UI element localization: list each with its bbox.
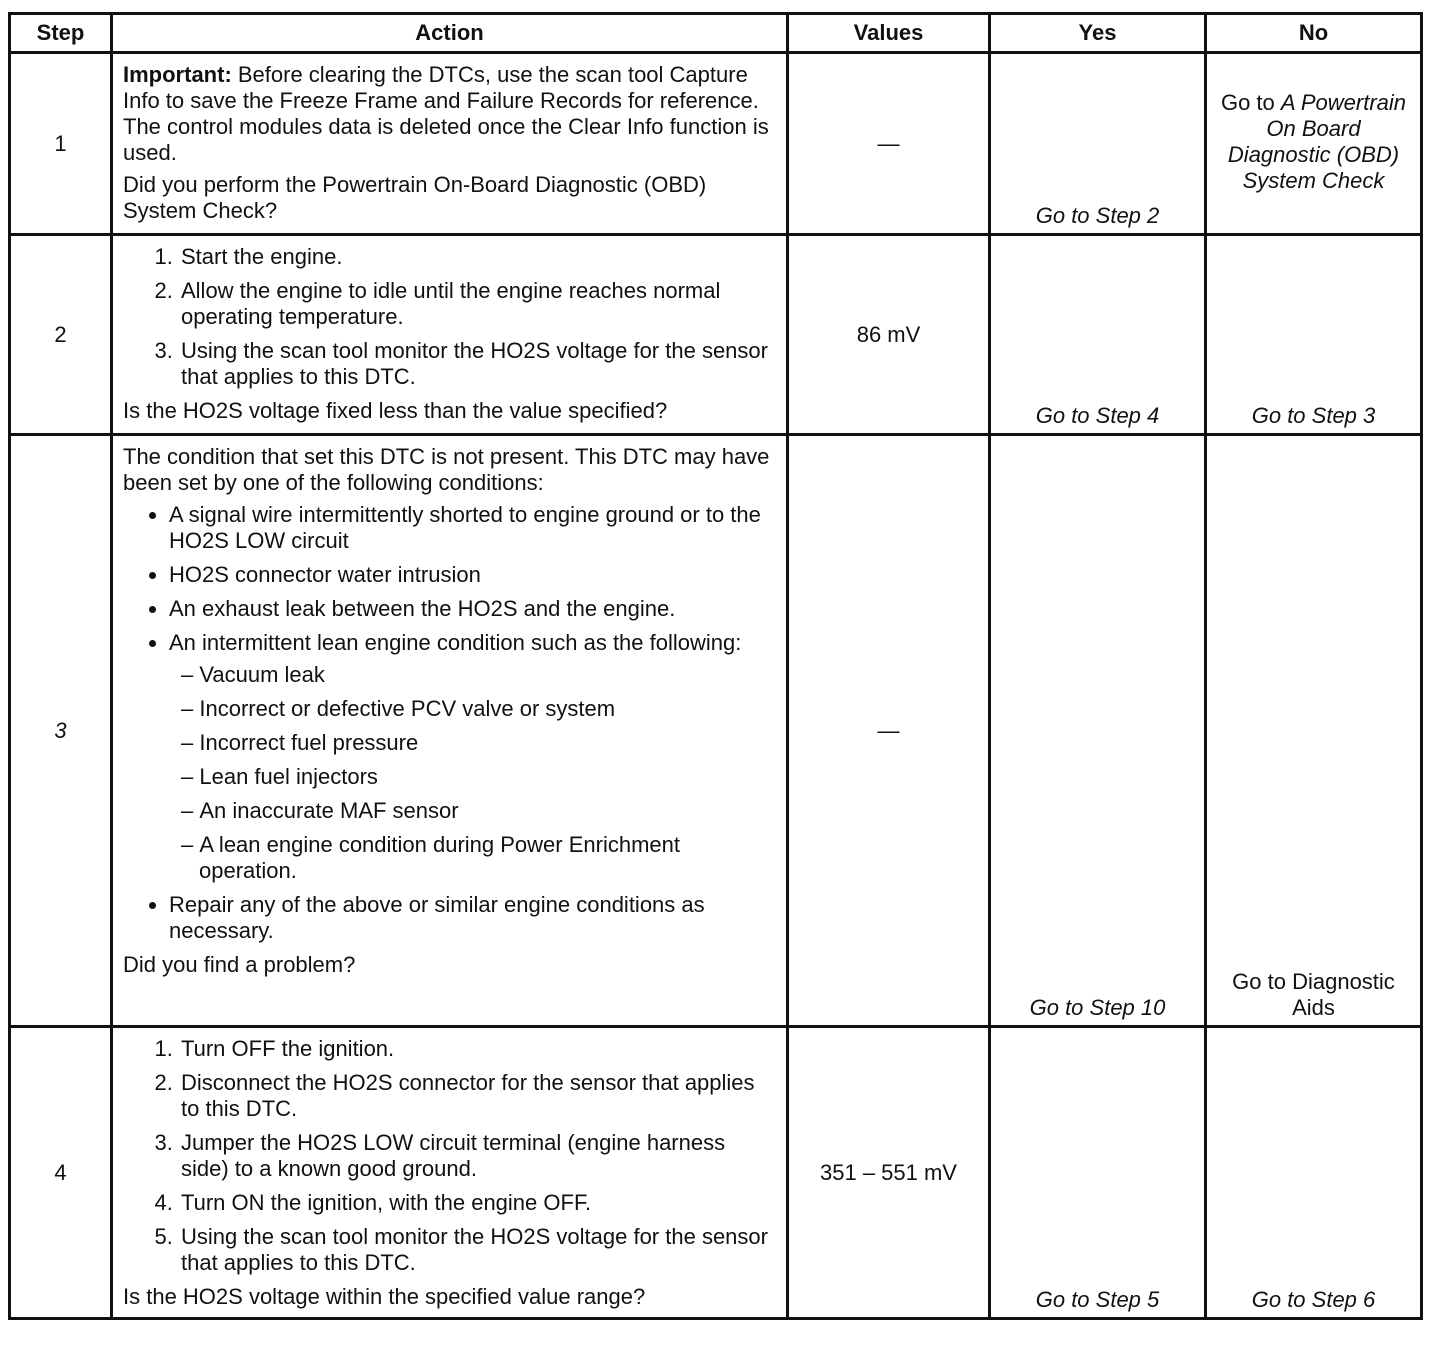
- table-row: [10, 435, 1422, 1027]
- no-link[interactable]: Go to Diagnostic Aids: [1206, 435, 1422, 1027]
- action-steps: [123, 244, 778, 390]
- header-values: Values: [788, 14, 990, 53]
- action-step: 3. Using the scan tool monitor the HO2S voltage for the sensor that applies to this DTC.: [179, 338, 778, 390]
- condition-item-text: An intermittent lean engine condition such as the following:: [169, 630, 742, 655]
- value-text: —: [877, 717, 900, 743]
- condition-item: • An exhaust leak between the HO2S and the engine.: [169, 596, 778, 622]
- action-step: 2. Disconnect the HO2S connector for the sensor that applies to this DTC.: [179, 1070, 778, 1122]
- action-steps: [123, 1036, 778, 1276]
- action-step: 2. Allow the engine to idle until the engine reaches normal operating temperature.: [179, 278, 778, 330]
- no-cell: [1206, 53, 1422, 235]
- sub-condition-item: – Incorrect fuel pressure: [181, 730, 778, 756]
- table-row: [10, 235, 1422, 435]
- table-row: [10, 1027, 1422, 1319]
- sub-condition-item: – A lean engine condition during Power Enrichment operation.: [181, 832, 778, 884]
- header-yes: Yes: [990, 14, 1206, 53]
- important-note: [123, 62, 778, 166]
- action-step: 4. Turn ON the ignition, with the engine OFF.: [179, 1190, 778, 1216]
- action-cell: [112, 1027, 788, 1319]
- step-number: 2: [10, 235, 112, 435]
- sub-condition-item: – An inaccurate MAF sensor: [181, 798, 778, 824]
- important-text: Before clearing the DTCs, use the scan tool Capture Info to save the Freeze Frame and Failure Records for reference. The control modules data is deleted once the Clear Info function is used.: [123, 62, 769, 165]
- condition-intro: The condition that set this DTC is not present. This DTC may have been set by one of the following conditions:: [123, 444, 770, 495]
- value-text: —: [877, 130, 900, 156]
- important-label: Important:: [123, 62, 232, 87]
- sub-condition-item: – Lean fuel injectors: [181, 764, 778, 790]
- action-cell: [112, 53, 788, 235]
- condition-item: • HO2S connector water intrusion: [169, 562, 778, 588]
- action-step: 3. Jumper the HO2S LOW circuit terminal (engine harness side) to a known good ground.: [179, 1130, 778, 1182]
- action-cell: [112, 435, 788, 1027]
- condition-item: • Repair any of the above or similar engine conditions as necessary.: [169, 892, 778, 944]
- action-cell: [112, 235, 788, 435]
- step-question: Did you perform the Powertrain On-Board Diagnostic (OBD) System Check?: [123, 172, 707, 223]
- yes-link[interactable]: Go to Step 5: [990, 1027, 1206, 1319]
- no-link[interactable]: A Powertrain On Board Diagnostic (OBD) System Check: [1227, 89, 1407, 193]
- no-link[interactable]: Go to Step 6: [1206, 1027, 1422, 1319]
- condition-list: [123, 502, 778, 944]
- yes-link[interactable]: Go to Step 2: [990, 53, 1206, 235]
- step-number: 1: [10, 53, 112, 235]
- diagnostic-table: [8, 12, 1423, 1320]
- condition-item: [169, 630, 778, 884]
- step-question: Is the HO2S voltage within the specified value range?: [123, 1284, 646, 1309]
- header-row: [10, 14, 1422, 53]
- value-cell: [788, 435, 990, 1027]
- step-number: 4: [10, 1027, 112, 1319]
- yes-link[interactable]: Go to Step 4: [990, 235, 1206, 435]
- header-action: Action: [112, 14, 788, 53]
- value-cell: 86 mV: [788, 235, 990, 435]
- yes-link[interactable]: Go to Step 10: [990, 435, 1206, 1027]
- action-step: 1. Turn OFF the ignition.: [179, 1036, 778, 1062]
- no-link-prefix: Go to: [1220, 89, 1281, 115]
- action-step: 5. Using the scan tool monitor the HO2S voltage for the sensor that applies to this DTC.: [179, 1224, 778, 1276]
- no-link[interactable]: Go to Step 3: [1206, 235, 1422, 435]
- sub-condition-item: – Vacuum leak: [181, 662, 778, 688]
- condition-item: • A signal wire intermittently shorted to engine ground or to the HO2S LOW circuit: [169, 502, 778, 554]
- header-step: Step: [10, 14, 112, 53]
- header-no: No: [1206, 14, 1422, 53]
- value-cell: 351 – 551 mV: [788, 1027, 990, 1319]
- action-step: 1. Start the engine.: [179, 244, 778, 270]
- sub-condition-item: – Incorrect or defective PCV valve or system: [181, 696, 778, 722]
- value-cell: [788, 53, 990, 235]
- step-question: Is the HO2S voltage fixed less than the value specified?: [123, 398, 668, 423]
- step-number: 3: [10, 435, 112, 1027]
- step-question: Did you find a problem?: [123, 952, 356, 977]
- sub-condition-list: [169, 662, 778, 884]
- table-row: [10, 53, 1422, 235]
